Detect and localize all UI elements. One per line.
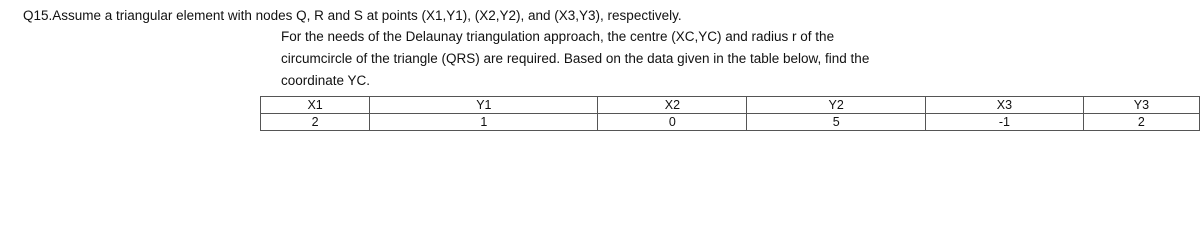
header-x3: X3: [925, 97, 1083, 114]
cell-y3: 2: [1083, 114, 1199, 131]
cell-x1: 2: [261, 114, 370, 131]
cell-x3: -1: [925, 114, 1083, 131]
question-line-1: Assume a triangular element with nodes Q, R and S at points (X1,Y1), (X2,Y2), and (X3,Y3), respectively.: [52, 8, 682, 23]
question-number: Q15.: [23, 8, 53, 23]
cell-y2: 5: [747, 114, 926, 131]
table-header-row: [261, 97, 1200, 114]
header-y1: Y1: [370, 97, 598, 114]
question-first-line: [23, 5, 682, 27]
question-line-3: circumcircle of the triangle (QRS) are required. Based on the data given in the table below, find the: [281, 51, 870, 66]
header-x2: X2: [598, 97, 747, 114]
header-y2: Y2: [747, 97, 926, 114]
data-table: [260, 96, 1200, 131]
question-line-4: coordinate YC.: [281, 73, 371, 88]
table-row: [261, 114, 1200, 131]
cell-x2: 0: [598, 114, 747, 131]
header-y3: Y3: [1083, 97, 1199, 114]
cell-y1: 1: [370, 114, 598, 131]
question-line-2: For the needs of the Delaunay triangulation approach, the centre (XC,YC) and radius r of the: [281, 29, 835, 44]
header-x1: X1: [261, 97, 370, 114]
